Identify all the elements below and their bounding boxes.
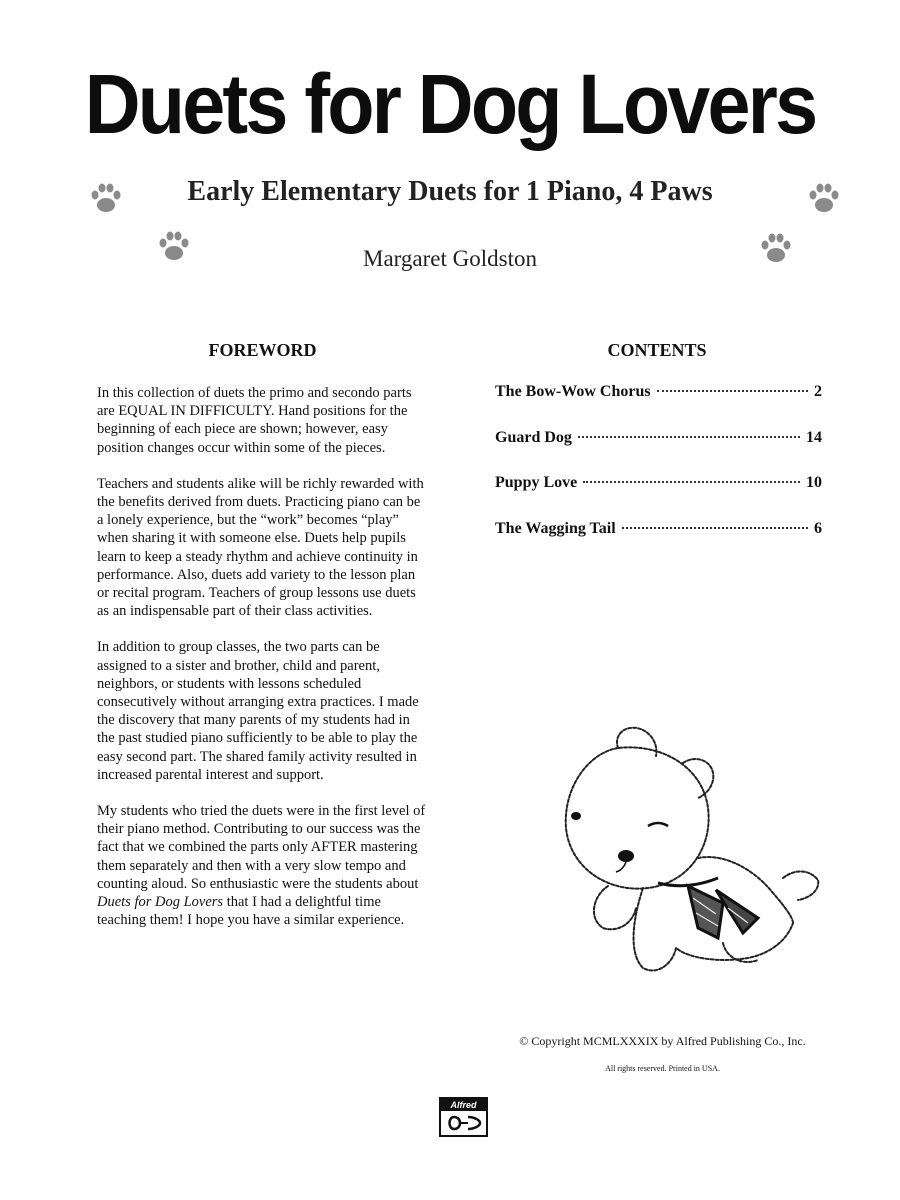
foreword-text: [97, 384, 427, 947]
alfred-logo-mark: [441, 1111, 486, 1135]
toc-leader: [622, 527, 808, 529]
foreword-paragraph: In addition to group classes, the two parts can be assigned to a sister and brother, child and parent, neighbors, or students with lessons scheduled consecutively without arranging extra practices. I made the discovery that many parents of my students had in the past studied piano sufficiently to be able to play the easy second part. The shared family activity resulted in increased parental interest and support.: [97, 639, 419, 783]
book-title-italic: Duets for Dog Lovers: [97, 894, 224, 911]
paw-print-icon: [804, 178, 844, 218]
toc-title: Puppy Love: [495, 474, 578, 491]
foreword-paragraph: [97, 802, 427, 929]
foreword-paragraph: In this collection of duets the primo and secondo parts are EQUAL IN DIFFICULTY. Hand positions for the beginning of each piece are shown; however, easy position changes occur within some of the pieces.: [97, 385, 412, 456]
toc-entry: [495, 520, 822, 566]
foreword-heading: FOREWORD: [208, 340, 317, 360]
toc-title: Guard Dog: [495, 428, 572, 446]
toc-page: 14: [806, 428, 822, 446]
author-name: Margaret Goldston: [363, 246, 537, 271]
alfred-logo-text: Alfred: [441, 1099, 486, 1111]
copyright-notice: © Copyright MCMLXXXIX by Alfred Publishing Co., Inc.: [519, 1034, 806, 1048]
table-of-contents: [495, 383, 822, 565]
text-span: My students who tried the duets were in the first level of their piano method. Contributing to our success was the fact that we combined the parts only AFTER mastering them separately and then with a very slow tempo and counting aloud. So enthusiastic were the students about: [97, 803, 426, 892]
page-title: Duets for Dog Lovers: [84, 57, 816, 151]
toc-entry: [495, 383, 822, 429]
toc-page: 2: [814, 383, 822, 400]
contents-heading: CONTENTS: [607, 340, 707, 360]
toc-leader: [583, 481, 800, 483]
toc-title: The Bow-Wow Chorus: [495, 383, 651, 400]
toc-entry: [495, 429, 822, 475]
toc-page: 10: [806, 474, 822, 491]
paw-print-icon: [756, 228, 796, 268]
toc-title: The Wagging Tail: [495, 519, 616, 537]
foreword-paragraph: Teachers and students alike will be richly rewarded with the benefits derived from duets. Practicing piano can be a lonely experience, but the “work” becomes “play” when sharing it with someone else. Duets help pupils learn to keep a steady rhythm and achieve continuity in performance. Also, duets add variety to the lesson plan or recital program. Teachers of group lessons use duets as an indispensable part of their class activities.: [97, 475, 424, 620]
toc-leader: [657, 390, 808, 392]
toc-page: 6: [814, 519, 822, 537]
toc-entry: [495, 474, 822, 520]
alfred-logo: [439, 1097, 488, 1137]
toc-leader: [578, 436, 800, 438]
rights-notice: All rights reserved. Printed in USA.: [605, 1064, 720, 1073]
text-span: that I had a delightful time teaching them! I hope you have a similar experience.: [97, 894, 405, 929]
puppy-illustration: [548, 718, 828, 978]
subtitle: Early Elementary Duets for 1 Piano, 4 Paws: [187, 176, 713, 207]
